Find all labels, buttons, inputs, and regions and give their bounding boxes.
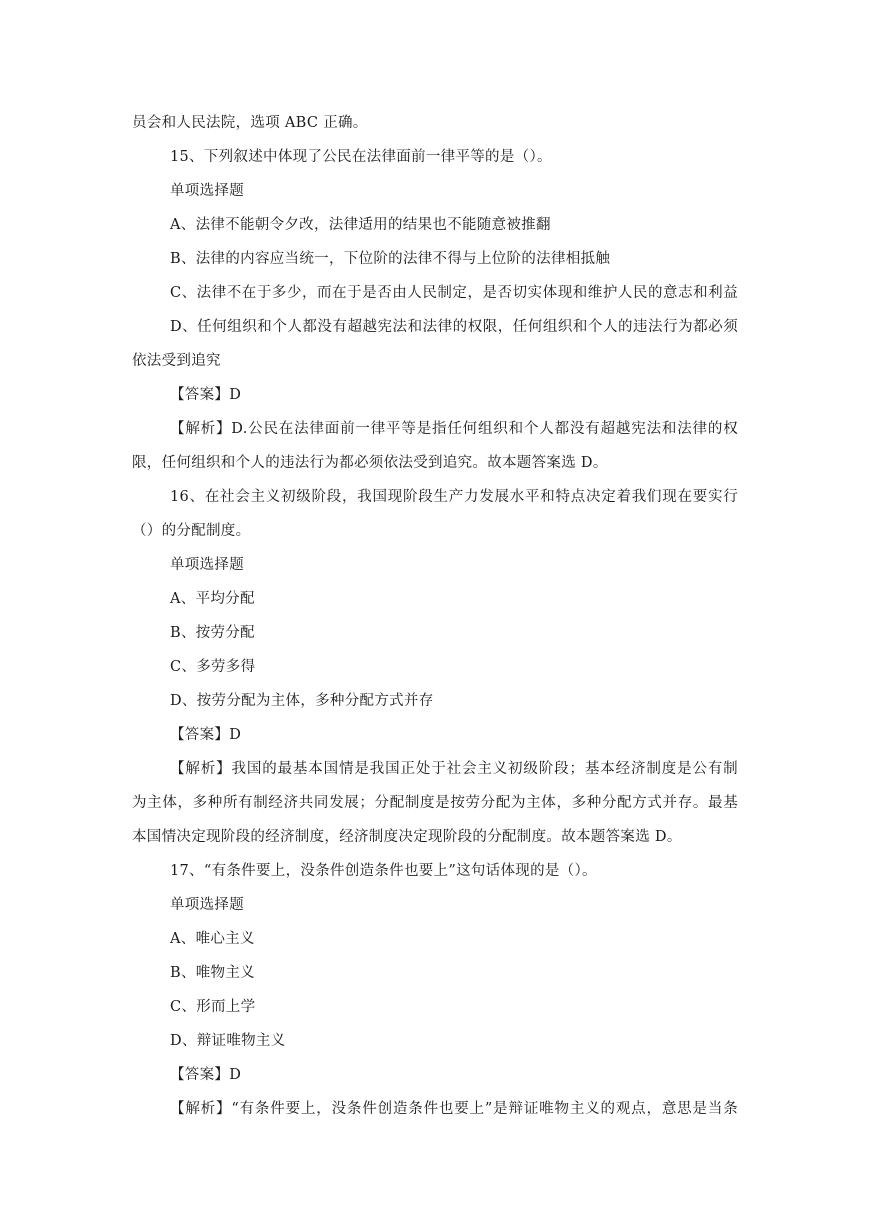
option-b: B、唯物主义 (170, 965, 255, 981)
answer-label: 【答案】D (170, 387, 242, 403)
analysis-text-continued: 本国情决定现阶段的经济制度，经济制度决定现阶段的分配制度。故本题答案选 D。 (132, 829, 682, 845)
option-d: D、按劳分配为主体，多种分配方式并存 (170, 693, 434, 709)
option-c: C、法律不在于多少，而在于是否由人民制定，是否切实体现和维护人民的意志和利益 (170, 285, 738, 301)
analysis-text: 【解析】我国的最基本国情是我国正处于社会主义初级阶段；基本经济制度是公有制 (170, 761, 738, 777)
option-d-continued: 依法受到追究 (132, 353, 221, 369)
analysis-text: 【解析】“有条件要上，没条件创造条件也要上”是辩证唯物主义的观点，意思是当条 (170, 1101, 738, 1117)
analysis-text-continued: 为主体，多种所有制经济共同发展；分配制度是按劳分配为主体，多种分配方式并存。最基 (132, 795, 738, 811)
question-type-label: 单项选择题 (170, 897, 244, 913)
option-c: C、形而上学 (170, 999, 256, 1015)
option-a: A、法律不能朝令夕改，法律适用的结果也不能随意被推翻 (170, 217, 551, 233)
option-a: A、唯心主义 (170, 931, 255, 947)
answer-label: 【答案】D (170, 727, 242, 743)
question-type-label: 单项选择题 (170, 557, 244, 573)
question-15-title: 15、下列叙述中体现了公民在法律面前一律平等的是（）。 (170, 149, 552, 165)
option-c: C、多劳多得 (170, 659, 256, 675)
option-d: D、辩证唯物主义 (170, 1033, 286, 1049)
option-d: D、任何组织和个人都没有超越宪法和法律的权限，任何组织和个人的违法行为都必须 (170, 319, 738, 335)
question-16-title-continued: （）的分配制度。 (132, 523, 251, 539)
analysis-text-continued: 限，任何组织和个人的违法行为都必须依法受到追究。故本题答案选 D。 (132, 455, 608, 471)
question-17-title: 17、“有条件要上，没条件创造条件也要上”这句话体现的是（）。 (170, 863, 597, 879)
text-line: 员会和人民法院，选项 ABC 正确。 (132, 115, 368, 131)
analysis-text: 【解析】D.公民在法律面前一律平等是指任何组织和个人都没有超越宪法和法律的权 (170, 421, 738, 437)
question-16-title: 16、在社会主义初级阶段，我国现阶段生产力发展水平和特点决定着我们现在要实行 (170, 489, 738, 505)
answer-label: 【答案】D (170, 1067, 242, 1083)
option-b: B、按劳分配 (170, 625, 255, 641)
option-b: B、法律的内容应当统一，下位阶的法律不得与上位阶的法律相抵触 (170, 251, 611, 267)
option-a: A、平均分配 (170, 591, 255, 607)
question-type-label: 单项选择题 (170, 183, 244, 199)
